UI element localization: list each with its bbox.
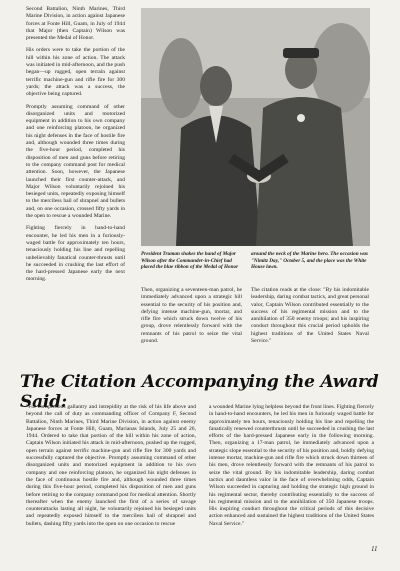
article-paragraph: Promptly assuming command of other disorganized units and motorized equipment in addition to his own company and one reinforcing platoon, he organized his night defenses in the face of hostile fire and, although wounded three times during the five-hour period, completed his disposition of men and guns before retiring to the company command post for medical attention. Soon, however, the Japanese launched their first counter-attack, and Major Wilson voluntarily rejoined his besieged units, repeatedly exposing himself to the merciless hail of shrapnel and bullets and, on one occasion, crossed fifty yards in the open to rescue a wounded Marine. bbox=[26, 103, 125, 220]
article-paragraph: Second Battalion, Ninth Marines, Third Marine Division, in action against Japanese forces at Fonte Hill, Guam, in July of 1944 that Major (then Captain) Wilson was presented the Medal of Honor. bbox=[26, 6, 125, 42]
citation-text-left: "For conspicuous gallantry and intrepidity at the risk of his life above and beyond the call of duty as commanding officer of Company F, Second Battalion, Ninth Marines, Third Marine Division, in action against enemy Japanese forces at Fonte Hill, Guam, Marianas Islands, July 25 and 26, 1944. Ordered to take that portion of the hill within his zone of action, Captain Wilson initiated his attack in mid-afternoon, pushed up the rugged, open terrain against terrific machine-gun and rifle fire for 300 yards and successfully captured the objective. Promptly assuming command of other disorganized units and motorized equipment in addition to his own company and one reinforcing platoon, he organized his night defenses in the face of continuous hostile fire and, although wounded three times during this five-hour period, completed his disposition of men and guns before retiring to the company command post for medical attention. Shortly thereafter when the enemy launched the first of a series of savage counterattacks lasting all night, he voluntarily rejoined his besieged units and repeatedly exposed himself to the merciless hail of shrapnel and bullets, dashing fifty yards into the open on one occasion to rescue bbox=[26, 404, 196, 527]
citation-text-right: a wounded Marine lying helpless beyond the front lines. Fighting fiercely in hand-to-hand encounters, he led his men in furiously waged battle for approximately ten hours, tenaciously holding his line and repelling the fanatically renewed counterthrusts until he succeeded in crushing the last efforts of the hard-pressed Japanese early in the following morning. Then, organizing a 17-man patrol, he immediately advanced upon a strategic slope essential to the security of his position and, boldly defying intense mortar, machine-gun and rifle fire which struck down thirteen of his men, drove relentlessly forward with the remnants of his patrol to seize the vital ground. By his indomitable leadership, daring combat tactics and dauntless valor in the face of overwhelming odds, Captain Wilson succeeded in capturing and holding the strategic high ground in his regimental sector, thereby contributing essentially to the success of his regimental mission and to the annihilation of 350 Japanese troops. His inspiring conduct throughout the critical periods of this decisive action enhanced and sustained the highest traditions of the United States Naval Service." bbox=[209, 404, 374, 527]
page-number: 11 bbox=[371, 545, 378, 553]
article-paragraph: His orders were to take the portion of the hill within his zone of action. The attack was initiated in mid-afternoon, and the push began—up rugged, open terrain against terrific machine-gun and rifle fire for 300 yards; the attack was a success, the objective being captured. bbox=[26, 47, 125, 98]
citation-headline: The Citation Accompanying the Award Said: bbox=[20, 372, 379, 412]
photo-caption-left: President Truman shakes the hand of Major Wilson after the Commander-in-Chief had placed the blue ribbon of the Medal of Honor bbox=[141, 251, 239, 271]
article-paragraph: Fighting fiercely in hand-to-hand encounter, he led his men in a furiously-waged battle for approximately ten hours, tenaciously holding his line and repelling unbelievably fanatical counter-thrusts until he succeeded in crushing the last effort of the hard-pressed Japanese early the next morning. bbox=[26, 225, 125, 283]
article-paragraph: The citation reads at the close: "By his indomitable leadership, daring combat tactics, and great personal valor, Captain Wilson contributed essentially to the success of his regimental mission and to the annihilation of 350 enemy troops; and his inspiring conduct throughout this crucial period upholds the highest traditions of the United States Naval Service." bbox=[251, 287, 369, 345]
photo-caption-right: around the neck of the Marine hero. The occasion was "Nimitz Day," October 5, and the place was the White House lawn. bbox=[251, 251, 369, 271]
ceremony-photo bbox=[141, 8, 370, 246]
article-paragraph: Then, organizing a seventeen-man patrol, he immediately advanced upon a strategic hill essential to the security of his position and, defying intense machine-gun, mortar, and rifle fire which struck down twelve of his group, drove relentlessly forward with the remnants of his patrol to seize the vital ground. bbox=[141, 287, 242, 345]
article-middle-column bbox=[141, 287, 242, 350]
article-right-column bbox=[251, 287, 369, 350]
photo-illustration bbox=[141, 8, 370, 246]
article-left-column bbox=[26, 6, 125, 289]
